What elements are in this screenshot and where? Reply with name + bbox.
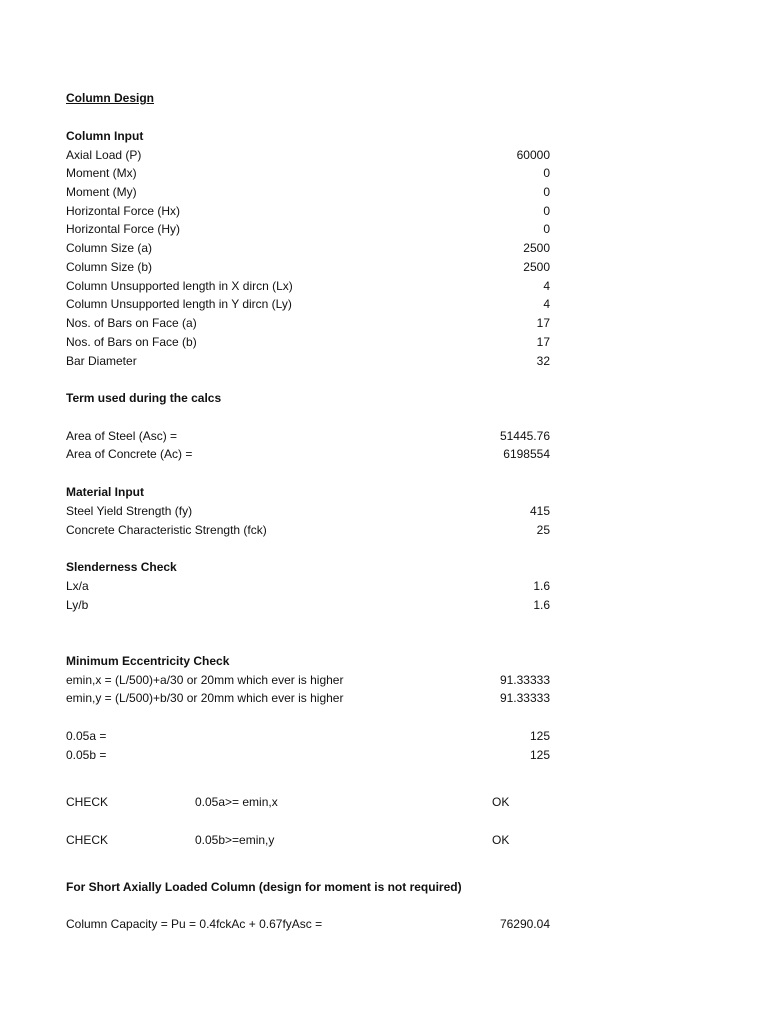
row-label: Nos. of Bars on Face (b) (66, 335, 197, 349)
row-label: Ly/b (66, 598, 89, 612)
row-value: 2500 (523, 260, 550, 274)
row-label: Column Unsupported length in Y dircn (Ly) (66, 297, 292, 311)
row-label: Column Size (a) (66, 241, 153, 255)
eccentricity-heading: Minimum Eccentricity Check (66, 654, 230, 668)
row-value: 17 (536, 335, 550, 349)
row-value: 0 (543, 185, 550, 199)
short-column-heading: For Short Axially Loaded Column (design for moment is not required) (66, 880, 462, 894)
page-title: Column Design (66, 91, 155, 105)
row-value: 32 (536, 354, 550, 368)
row-value: 51445.76 (499, 429, 550, 443)
column-capacity-value: 76290.04 (499, 917, 550, 931)
row-value: 91.33333 (499, 691, 550, 705)
row-label: 0.05b = (66, 748, 107, 762)
check-label: CHECK (66, 795, 109, 809)
row-label: 0.05a = (66, 729, 107, 743)
row-value: 91.33333 (499, 673, 550, 687)
row-value: 415 (529, 504, 550, 518)
row-label: Horizontal Force (Hy) (66, 222, 181, 236)
row-label: Column Unsupported length in X dircn (Lx) (66, 279, 293, 293)
row-label: Moment (My) (66, 185, 137, 199)
check-result: OK (492, 833, 510, 847)
check-label: CHECK (66, 833, 109, 847)
row-label: Axial Load (P) (66, 148, 142, 162)
row-value: 4 (543, 279, 550, 293)
row-value: 25 (536, 523, 550, 537)
row-label: emin,x = (L/500)+a/30 or 20mm which ever is higher (66, 673, 344, 687)
row-label: Lx/a (66, 579, 89, 593)
row-value: 4 (543, 297, 550, 311)
column-input-heading: Column Input (66, 129, 144, 143)
row-value: 125 (529, 729, 550, 743)
column-capacity-label: Column Capacity = Pu = 0.4fckAc + 0.67fyAsc = (66, 917, 323, 931)
row-value: 60000 (516, 148, 550, 162)
row-label: Bar Diameter (66, 354, 137, 368)
terms-heading: Term used during the calcs (66, 391, 222, 405)
row-value: 0 (543, 166, 550, 180)
slenderness-heading: Slenderness Check (66, 560, 177, 574)
row-label: Column Size (b) (66, 260, 153, 274)
row-label: Steel Yield Strength (fy) (66, 504, 193, 518)
check-condition: 0.05b>=emin,y (195, 833, 275, 847)
row-label: Nos. of Bars on Face (a) (66, 316, 197, 330)
check-result: OK (492, 795, 510, 809)
row-label: Area of Steel (Asc) = (66, 429, 178, 443)
row-value: 17 (536, 316, 550, 330)
row-value: 2500 (523, 241, 550, 255)
check-condition: 0.05a>= emin,x (195, 795, 278, 809)
material-heading: Material Input (66, 485, 145, 499)
row-label: Concrete Characteristic Strength (fck) (66, 523, 267, 537)
row-label: Moment (Mx) (66, 166, 137, 180)
row-label: emin,y = (L/500)+b/30 or 20mm which ever is higher (66, 691, 344, 705)
row-value: 0 (543, 204, 550, 218)
row-label: Area of Concrete (Ac) = (66, 447, 193, 461)
row-value: 6198554 (503, 447, 550, 461)
row-label: Horizontal Force (Hx) (66, 204, 181, 218)
row-value: 125 (529, 748, 550, 762)
row-value: 1.6 (533, 579, 550, 593)
row-value: 1.6 (533, 598, 550, 612)
row-value: 0 (543, 222, 550, 236)
